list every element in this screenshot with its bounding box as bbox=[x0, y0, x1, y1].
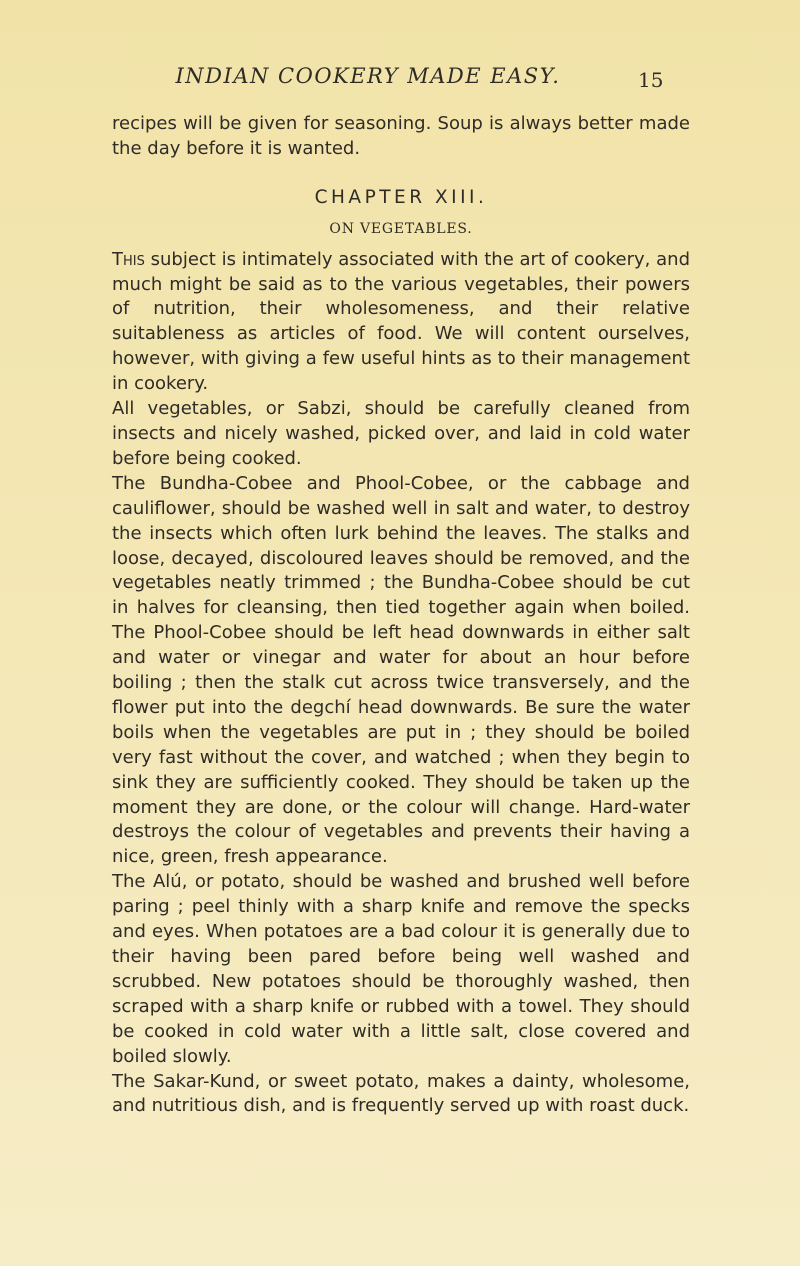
paragraph-1-lead: This bbox=[112, 248, 145, 270]
paragraph-2: All vegetables, or Sabzi, should be carefully cleaned from insects and nicely washed, picked over, and laid in cold water before being cooked. bbox=[112, 398, 690, 469]
chapter-heading: CHAPTER XIII. bbox=[314, 186, 488, 208]
paragraph-1-text: subject is intimately associated with the art of cookery, and much might be said as to the various vegetables, their powers of nutrition, their wholesomeness, and their relative suitableness as articles of food. We will content ourselves, however, with giving a few useful hints as to their management in cookery. bbox=[112, 248, 690, 395]
chapter-subtitle: ON VEGETABLES. bbox=[329, 220, 473, 237]
page-body bbox=[112, 112, 690, 1119]
paragraph-4: The Alú, or potato, should be washed and brushed well before paring ; peel thinly with a sharp knife and remove the specks and eyes. When potatoes are a bad colour it is generally due to their having been pared before being well washed and scrubbed. New potatoes should be thoroughly washed, then scraped with a sharp knife or rubbed with a towel. They should be cooked in cold water with a little salt, close covered and boiled slowly. bbox=[112, 871, 690, 1067]
running-header bbox=[0, 64, 800, 104]
intro-paragraph: recipes will be given for seasoning. Soup is always better made the day before it is wanted. bbox=[112, 113, 690, 159]
running-title: INDIAN COOKERY MADE EASY. bbox=[175, 64, 561, 88]
page-number: 15 bbox=[638, 68, 664, 92]
paragraph-1 bbox=[112, 248, 690, 397]
paragraph-5: The Sakar-Kund, or sweet potato, makes a dainty, wholesome, and nutritious dish, and is frequently served up with roast duck. bbox=[112, 1070, 690, 1117]
paragraph-3: The Bundha-Cobee and Phool-Cobee, or the cabbage and cauliflower, should be washed well in salt and water, to destroy the insects which often lurk behind the leaves. The stalks and loose, decayed, discoloured leaves should be removed, and the vegetables neatly trimmed ; the Bundha-Cobee should be cut in halves for cleansing, then tied together again when boiled. The Phool-Cobee should be left head downwards in either salt and water or vinegar and water for about an hour before boiling ; then the stalk cut across twice transversely, and the flower put into the degchí head downwards. Be sure the water boils when the vegetables are put in ; they should be boiled very fast without the cover, and watched ; when they begin to sink they are sufficiently cooked. They should be taken up the moment they are done, or the colour will change. Hard-water destroys the colour of vegetables and prevents their having a nice, green, fresh appearance. bbox=[112, 472, 690, 868]
